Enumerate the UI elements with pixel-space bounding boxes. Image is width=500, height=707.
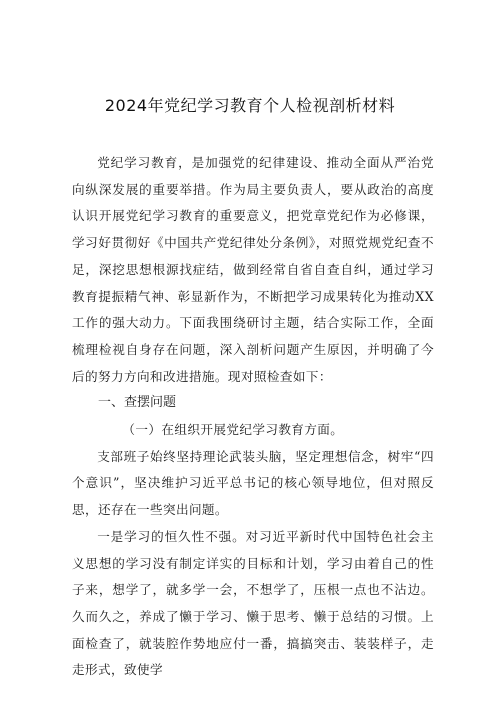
body-paragraph-learning: 一是学习的恒久性不强。对习近平新时代中国特色社会主义思想的学习没有制定详实的目标和计划，学习由着自己的性子来，想学了，就多学一会，不想学了，压根一点也不沾边。久而久之，养成了懒于学习、懒于思考、懒于总结的习惯。上面检查了，就装腔作势地应付一番，搞搞突击、装装样子，走走形式，致使学: [72, 528, 434, 678]
section-heading-problems: 一、查摆问题: [98, 395, 177, 411]
document-body: [72, 150, 434, 684]
body-paragraph-branch: 支部班子始终坚持理论武装头脑，坚定理想信念，树牢“四个意识”，坚决维护习近平总书记的核心领导地位，但对照反思，还存在一些突出问题。: [72, 448, 434, 518]
intro-paragraph: 党纪学习教育，是加强党的纪律建设、推动全面从严治党向纵深发展的重要举措。作为局主要负责人，要从政治的高度认识开展党纪学习教育的重要意义，把党章党纪作为必修课，学习好贯彻好《中国共产党纪律处分条例》，对照党规党纪查不足，深挖思想根源找症结，做到经常自省自查自纠，通过学习教育提振精气神、彰显新作为，不断把学习成果转化为推动XX工作的强大动力。下面我围绕研讨主题，结合实际工作，全面梳理检视自身存在问题，深入剖析问题产生原因，并明确了今后的努力方向和改进措施。现对照检查如下：: [72, 155, 434, 384]
subsection-heading-organization: （一）在组织开展党纪学习教育方面。: [122, 422, 344, 438]
document-title: 2024年党纪学习教育个人检视剖析材料: [104, 96, 396, 115]
